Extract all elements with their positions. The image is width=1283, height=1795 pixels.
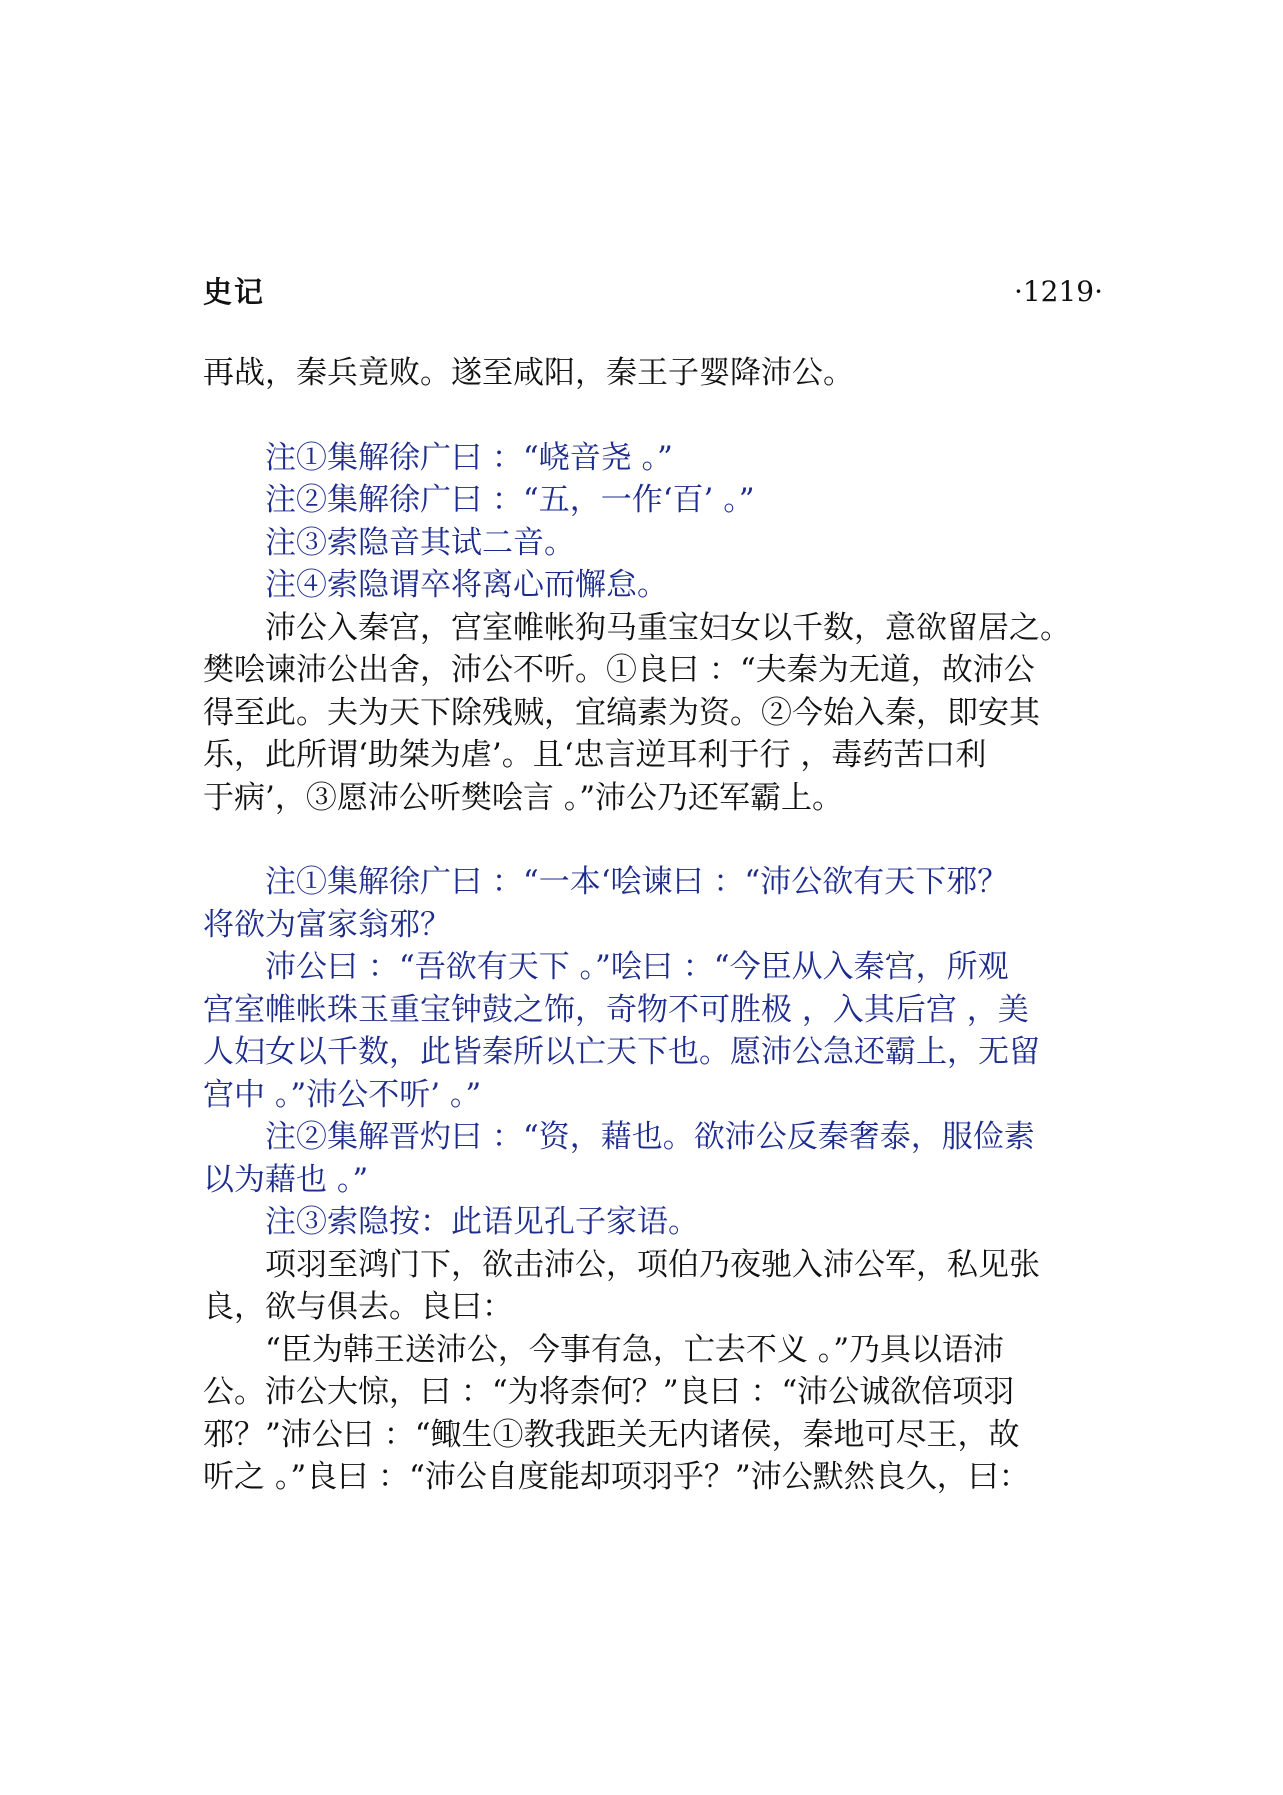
text-line: 樊哙谏沛公出舍，沛公不听。①良曰 ：“夫秦为无道，故沛公: [203, 652, 1035, 688]
text-line: 乐，此所谓‘助桀为虐’。且‘忠言逆耳利于行 ，毒药苦口利: [203, 737, 987, 773]
page-body: [203, 352, 1133, 1499]
annotation-line: 人妇女以千数，此皆秦所以亡天下也。愿沛公急还霸上，无留: [203, 1034, 1040, 1070]
paragraph-gap: [203, 395, 1133, 437]
annotation-line: 以为藉也 。”: [203, 1161, 369, 1198]
text-line: 公。沛公大惊，曰 ：“为将柰何？”良曰 ：“沛公诚欲倍项羽: [203, 1374, 1015, 1410]
text-line: “臣为韩王送沛公，今事有急，亡去不义 。”乃具以语沛: [265, 1331, 1005, 1368]
text-line: 听之 。”良曰 ：“沛公自度能却项羽乎？”沛公默然良久，曰：: [203, 1459, 1030, 1495]
annotation-line: 注③索隐音其试二音。: [265, 524, 575, 561]
annotation-line: 注③索隐按：此语见孔子家语。: [265, 1204, 699, 1240]
page-header: [203, 270, 1103, 314]
page-number: ·1219·: [1013, 275, 1103, 308]
annotation-line: 注①集解徐广曰 ：“峣音尧 。”: [265, 439, 673, 476]
annotation-line: 宫室帷帐珠玉重宝钟鼓之饰，奇物不可胜极 ，入其后宫 ，美: [203, 991, 1029, 1028]
annotation-line: 将欲为富家翁邪？: [203, 906, 451, 943]
text-line: 得至此。夫为天下除残贼，宜缟素为资。②今始入秦，即安其: [203, 694, 1040, 731]
annotation-line: 注②集解晋灼曰 ：“资，藉也。欲沛公反秦奢泰，服俭素: [265, 1119, 1035, 1155]
annotation-line: 宫中 。”沛公不听’ 。”: [203, 1076, 482, 1113]
text-line: 良，欲与俱去。良曰：: [203, 1289, 513, 1325]
annotation-line: 注①集解徐广曰 ：“一本‘哙谏曰 ：“沛公欲有天下邪？: [265, 864, 1009, 900]
paragraph-gap: [203, 819, 1133, 861]
annotation-line: 注②集解徐广曰 ：“五，一作‘百’ 。”: [265, 482, 755, 518]
text-line: 项羽至鸿门下，欲击沛公，项伯乃夜驰入沛公军，私见张: [265, 1246, 1040, 1283]
text-line: 沛公入秦宫，宫室帷帐狗马重宝妇女以千数，意欲留居之。: [265, 609, 1071, 646]
text-line: 邪？”沛公曰 ：“鲰生①教我距关无内诸侯，秦地可尽王，故: [203, 1416, 1020, 1453]
book-title: 史记: [203, 275, 266, 309]
text-line: 再战，秦兵竟败。遂至咸阳，秦王子婴降沛公。: [203, 355, 854, 391]
annotation-line: 注④索隐谓卒将离心而懈怠。: [265, 567, 668, 603]
annotation-line: 沛公曰 ：“吾欲有天下 。”哙曰 ：“今臣从入秦宫，所观: [265, 949, 1009, 985]
text-line: 于病’，③愿沛公听樊哙言 。”沛公乃还军霸上。: [203, 779, 844, 816]
